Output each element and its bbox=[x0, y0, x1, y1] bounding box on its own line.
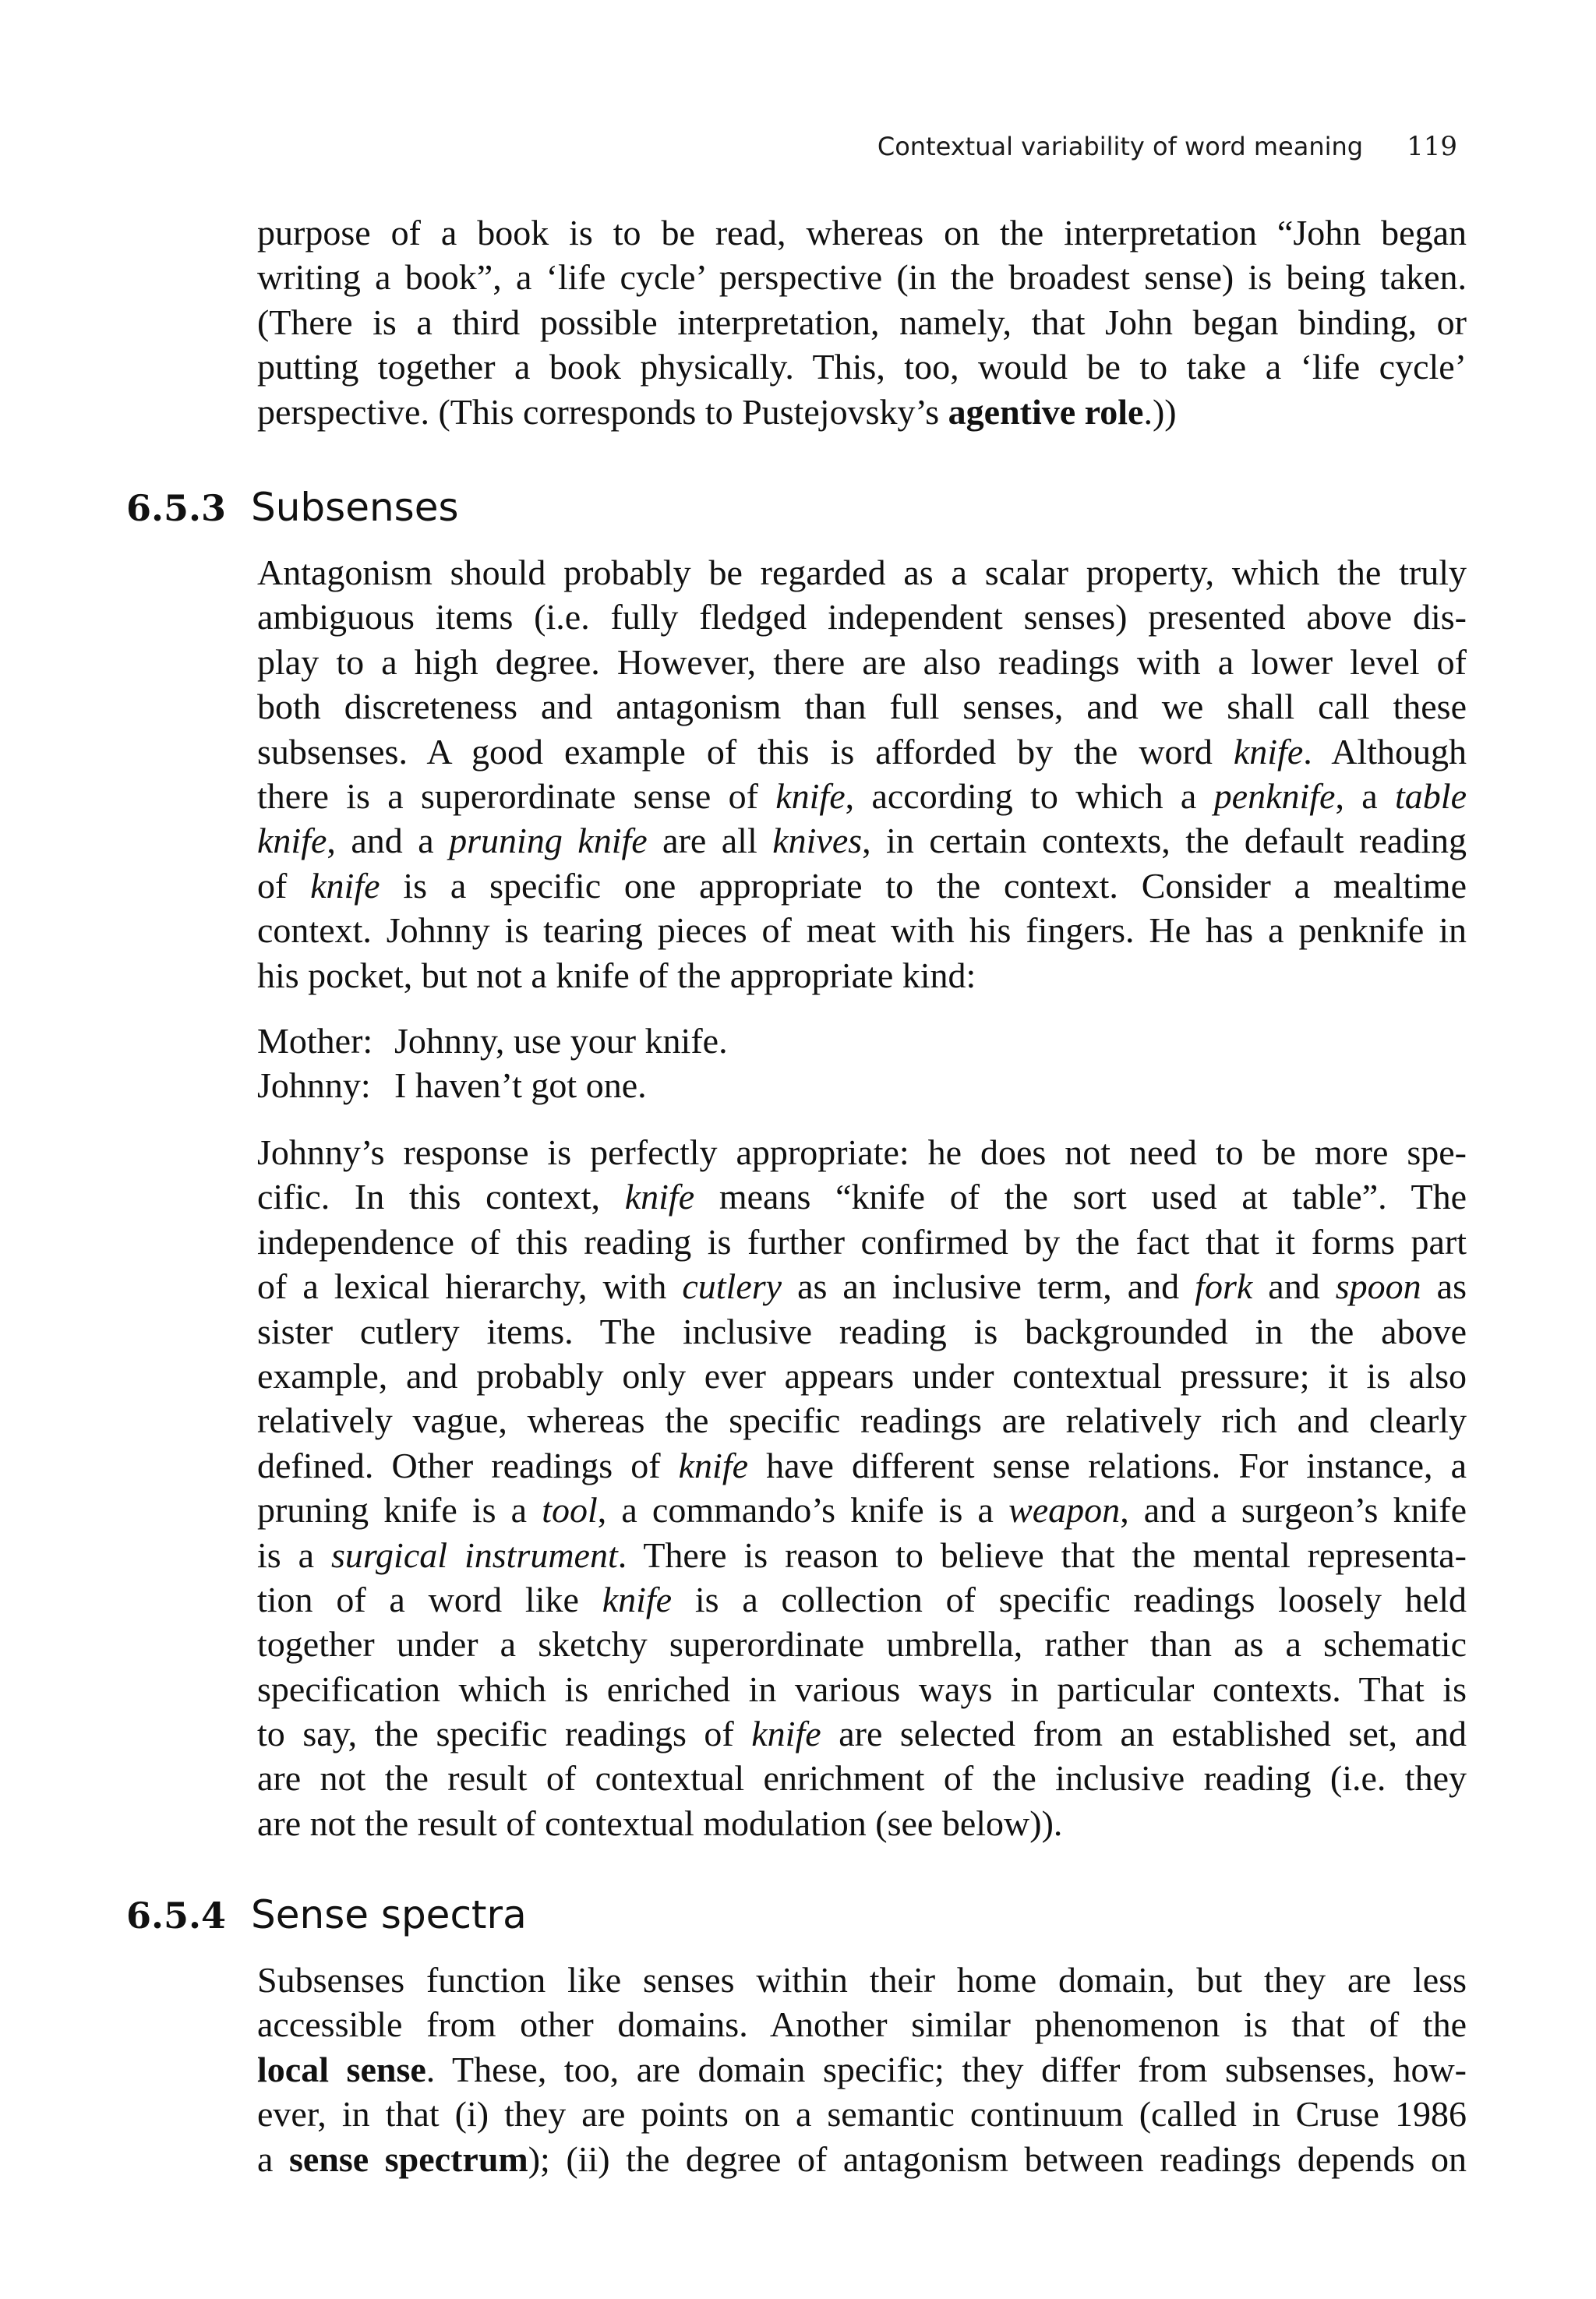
page-number: 119 bbox=[1407, 131, 1457, 162]
text-line: specification which is enriched in various ways in particular contexts. That is bbox=[257, 1669, 1467, 1709]
text-line: pruning knife is a tool, a commando’s knife is a weapon, and a surgeon’s knife bbox=[257, 1490, 1467, 1531]
running-title: Contextual variability of word meaning bbox=[877, 132, 1364, 161]
text-line: context. Johnny is tearing pieces of meat with his fingers. He has a penknife in bbox=[257, 910, 1467, 951]
text-line: defined. Other readings of knife have different sense relations. For instance, a bbox=[257, 1445, 1467, 1485]
text-line: his pocket, but not a knife of the appropriate kind: bbox=[257, 955, 976, 995]
text-line: a sense spectrum); (ii) the degree of antagonism between readings depends on bbox=[257, 2138, 1467, 2179]
dialogue-row bbox=[257, 1019, 1467, 1063]
section-title: Subsenses bbox=[251, 485, 459, 530]
text-line: subsenses. A good example of this is afforded by the word knife. Although bbox=[257, 731, 1467, 772]
dialogue-example bbox=[257, 1019, 1467, 1108]
text-line: ever, in that (i) they are points on a semantic continuum (called in Cruse 1986 bbox=[257, 2094, 1467, 2135]
text-line: local sense. These, too, are domain specific; they differ from subsenses, how- bbox=[257, 2049, 1467, 2089]
text-line: accessible from other domains. Another similar phenomenon is that of the bbox=[257, 2004, 1467, 2045]
paragraph-subsenses bbox=[257, 550, 1467, 998]
section-heading-subsenses bbox=[126, 485, 1451, 530]
text-line: of a lexical hierarchy, with cutlery as an inclusive term, and fork and spoon as bbox=[257, 1266, 1467, 1307]
text-line: cific. In this context, knife means “knife of the sort used at table”. The bbox=[257, 1177, 1467, 1217]
text-line: (There is a third possible interpretation, namely, that John began binding, or bbox=[257, 302, 1467, 342]
text-line: putting together a book physically. This, too, would be to take a ‘life cycle’ bbox=[257, 347, 1467, 387]
text-line: ambiguous items (i.e. fully fledged independent senses) presented above dis- bbox=[257, 597, 1467, 637]
speaker: Mother: bbox=[257, 1021, 373, 1061]
section-heading-sense-spectra bbox=[126, 1892, 1451, 1937]
text-line: of knife is a specific one appropriate to the context. Consider a mealtime bbox=[257, 865, 1467, 906]
text-line: purpose of a book is to be read, whereas on the interpretation “John began bbox=[257, 213, 1467, 253]
section-number: 6.5.4 bbox=[126, 1895, 227, 1937]
text-line: play to a high degree. However, there are also readings with a lower level of bbox=[257, 641, 1467, 682]
text-line: is a surgical instrument. There is reason to believe that the mental representa- bbox=[257, 1534, 1467, 1575]
text-line: Subsenses function like senses within their home domain, but they are less bbox=[257, 1960, 1467, 2000]
text-line: Antagonism should probably be regarded as a scalar property, which the truly bbox=[257, 553, 1467, 592]
text-line: knife, and a pruning knife are all knives, in certain contexts, the default reading bbox=[257, 821, 1467, 861]
speaker: Johnny: bbox=[257, 1065, 371, 1106]
text-line: perspective. (This corresponds to Pustejovsky’s agentive role.)) bbox=[257, 391, 1177, 432]
paragraph-sense-spectra bbox=[257, 1958, 1467, 2181]
text-line: tion of a word like knife is a collection of specific readings loosely held bbox=[257, 1579, 1467, 1619]
term-agentive-role: agentive role bbox=[948, 391, 1144, 432]
term-local-sense: local sense bbox=[257, 2049, 426, 2089]
text-line: relatively vague, whereas the specific readings are relatively rich and clearly bbox=[257, 1400, 1467, 1441]
section-title: Sense spectra bbox=[251, 1892, 527, 1937]
text-line: sister cutlery items. The inclusive reading is backgrounded in the above bbox=[257, 1311, 1467, 1351]
term-sense-spectrum: sense spectrum bbox=[288, 2138, 528, 2179]
paragraph-johnny-response bbox=[257, 1130, 1467, 1845]
dialogue-row bbox=[257, 1063, 1467, 1107]
text-line: together under a sketchy superordinate umbrella, rather than as a schematic bbox=[257, 1624, 1467, 1665]
text-line: to say, the specific readings of knife are selected from an established set, and bbox=[257, 1714, 1467, 1754]
paragraph-book-purpose bbox=[257, 210, 1467, 434]
text-line: writing a book”, a ‘life cycle’ perspective (in the broadest sense) is being taken. bbox=[257, 257, 1467, 298]
text-line: are not the result of contextual enrichment of the inclusive reading (i.e. they bbox=[257, 1758, 1467, 1799]
text-line: independence of this reading is further confirmed by the fact that it forms part bbox=[257, 1221, 1467, 1262]
text-line: Johnny’s response is perfectly appropriate: he does not need to be more spe- bbox=[257, 1132, 1467, 1172]
section-number: 6.5.3 bbox=[126, 487, 227, 529]
text-line: example, and probably only ever appears under contextual pressure; it is also bbox=[257, 1355, 1467, 1396]
text-line: both discreteness and antagonism than full senses, and we shall call these bbox=[257, 687, 1467, 727]
utterance: Johnny, use your knife. bbox=[394, 1021, 728, 1061]
running-head bbox=[787, 131, 1457, 162]
utterance: I haven’t got one. bbox=[394, 1065, 647, 1106]
text-line: there is a superordinate sense of knife, according to which a penknife, a table bbox=[257, 775, 1467, 816]
text-line: are not the result of contextual modulation (see below)). bbox=[257, 1803, 1063, 1843]
